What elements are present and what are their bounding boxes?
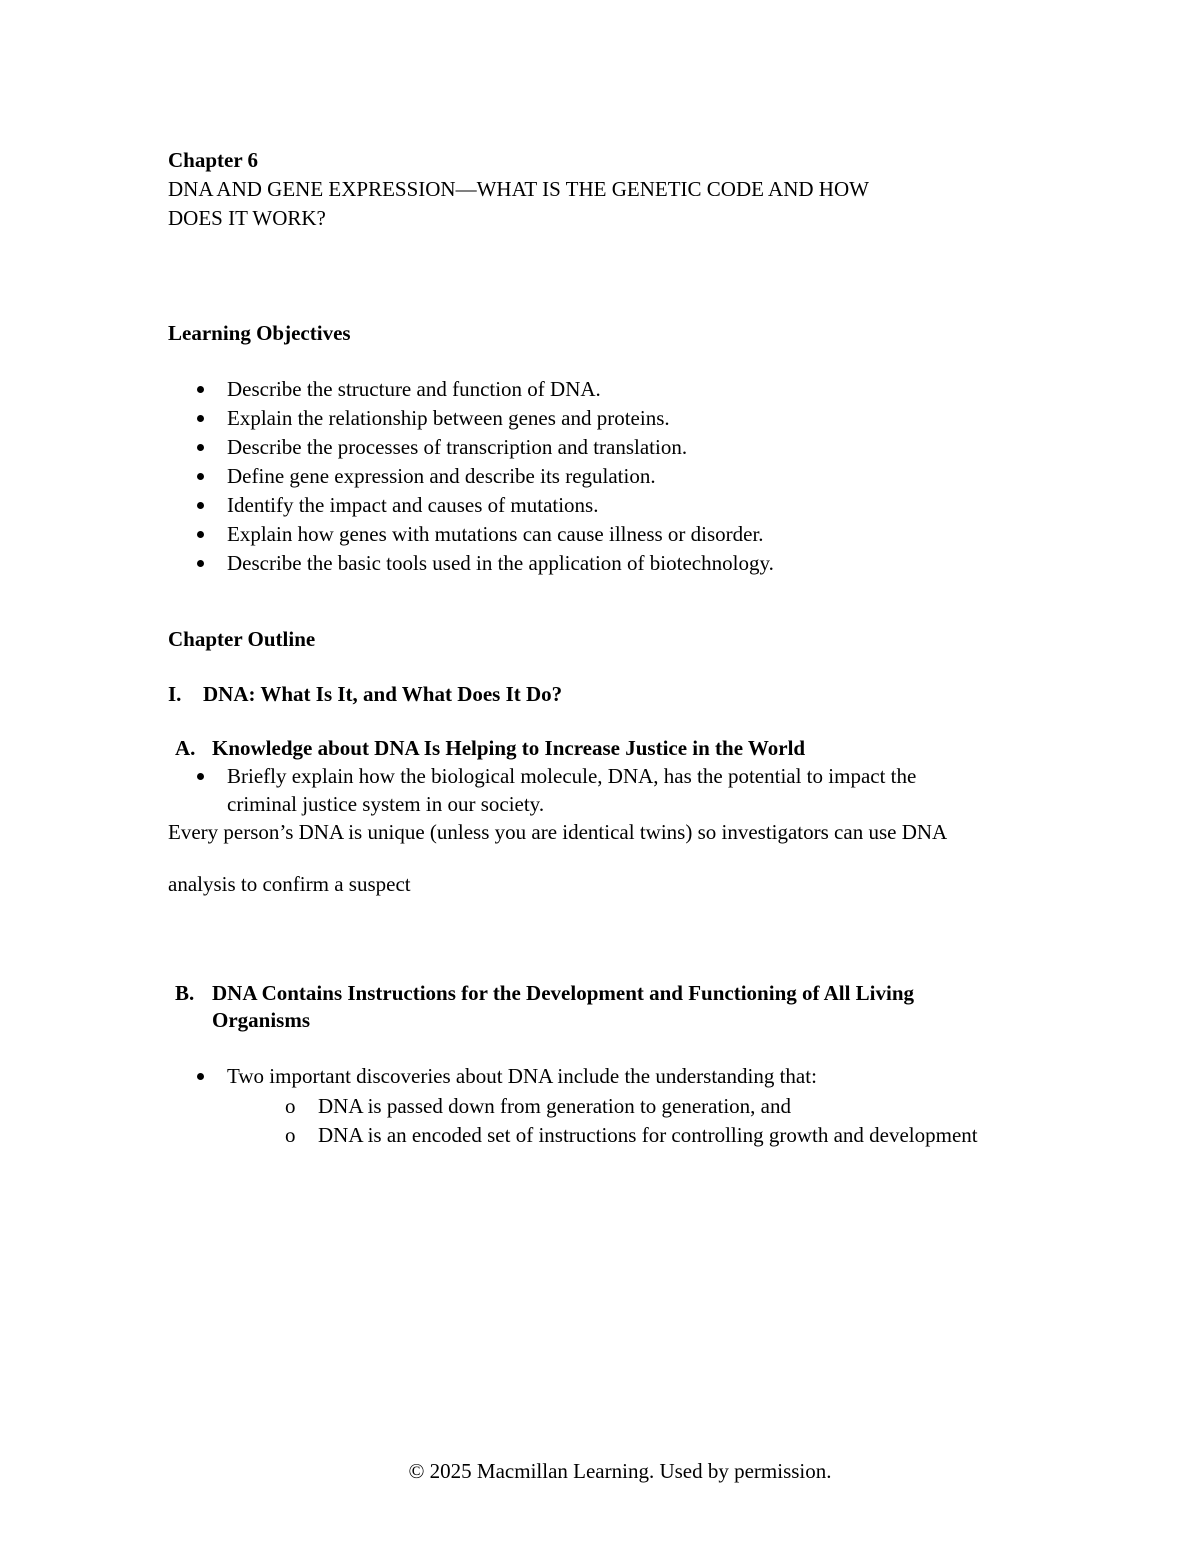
learning-objectives-heading: Learning Objectives bbox=[168, 321, 351, 345]
subsection-title-line-1: DNA Contains Instructions for the Development and Functioning of All Living bbox=[212, 981, 915, 1005]
chapter-title-line-2: DOES IT WORK? bbox=[168, 206, 326, 230]
sub-bullet-item: DNA is an encoded set of instructions for controlling growth and development bbox=[318, 1123, 978, 1147]
section-numeral: I. bbox=[168, 682, 182, 706]
chapter-number: Chapter 6 bbox=[168, 148, 259, 172]
chapter-title-line-1: DNA AND GENE EXPRESSION—WHAT IS THE GENETIC CODE AND HOW bbox=[168, 177, 869, 201]
bullet-icon bbox=[197, 773, 204, 780]
prompt-line-2: criminal justice system in our society. bbox=[227, 792, 545, 816]
sub-bullet-item: DNA is passed down from generation to generation, and bbox=[318, 1094, 791, 1118]
objective-item: Describe the basic tools used in the application of biotechnology. bbox=[227, 551, 774, 575]
bullet-icon bbox=[197, 444, 204, 451]
discoveries-bullet: Two important discoveries about DNA include the understanding that: bbox=[227, 1064, 817, 1088]
bullet-icon bbox=[197, 502, 204, 509]
prompt-line-1: Briefly explain how the biological molecule, DNA, has the potential to impact the bbox=[227, 764, 917, 788]
section-title: DNA: What Is It, and What Does It Do? bbox=[203, 682, 563, 706]
circle-bullet-icon: o bbox=[285, 1123, 296, 1147]
objective-item: Identify the impact and causes of mutations. bbox=[227, 493, 599, 517]
subsection-letter: B. bbox=[175, 981, 195, 1005]
bullet-icon bbox=[197, 531, 204, 538]
bullet-icon bbox=[197, 1073, 204, 1080]
subsection-title-line-2: Organisms bbox=[212, 1008, 311, 1032]
objective-item: Explain how genes with mutations can cause illness or disorder. bbox=[227, 522, 764, 546]
bullet-icon bbox=[197, 415, 204, 422]
circle-bullet-icon: o bbox=[285, 1094, 296, 1118]
bullet-icon bbox=[197, 560, 204, 567]
answer-line-1: Every person’s DNA is unique (unless you are identical twins) so investigators can use DNA bbox=[168, 820, 948, 844]
bullet-icon bbox=[197, 386, 204, 393]
objective-item: Describe the processes of transcription and translation. bbox=[227, 435, 688, 459]
subsection-letter: A. bbox=[175, 736, 196, 760]
objective-item: Explain the relationship between genes and proteins. bbox=[227, 406, 670, 430]
chapter-outline-heading: Chapter Outline bbox=[168, 627, 316, 651]
copyright-footer: © 2025 Macmillan Learning. Used by permission. bbox=[408, 1459, 832, 1483]
objective-item: Describe the structure and function of DNA. bbox=[227, 377, 601, 401]
objective-item: Define gene expression and describe its regulation. bbox=[227, 464, 656, 488]
subsection-title: Knowledge about DNA Is Helping to Increase Justice in the World bbox=[212, 736, 806, 760]
bullet-icon bbox=[197, 473, 204, 480]
answer-line-2: analysis to confirm a suspect bbox=[168, 872, 411, 896]
